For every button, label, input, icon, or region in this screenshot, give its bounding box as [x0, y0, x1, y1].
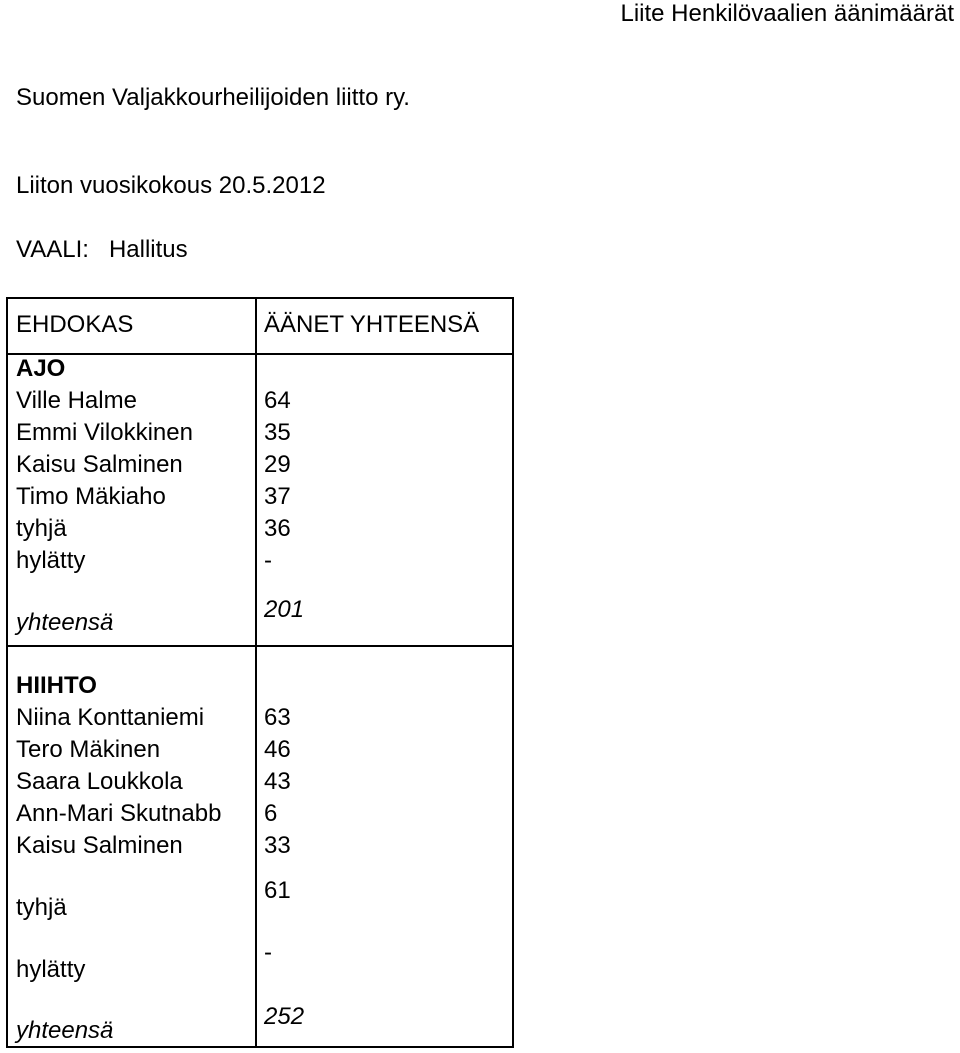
organization-name: Suomen Valjakkourheilijoiden liitto ry.	[16, 84, 410, 111]
blank-votes-count: 61	[264, 877, 291, 904]
rejected-votes-label: hylätty	[16, 956, 86, 983]
candidate-name: Ann-Mari Skutnabb	[16, 800, 222, 827]
total-label: yhteensä	[16, 1017, 114, 1044]
rejected-votes-count: -	[264, 547, 272, 574]
column-divider	[255, 299, 257, 1046]
votes-table	[6, 297, 514, 1048]
total-label: yhteensä	[16, 609, 114, 636]
candidate-name: Niina Konttaniemi	[16, 704, 205, 731]
election-value: Hallitus	[108, 236, 188, 263]
rejected-votes-label: hylätty	[16, 547, 86, 574]
election-label: VAALI:	[16, 236, 89, 263]
header-votes: ÄÄNET YHTEENSÄ	[264, 311, 480, 338]
candidate-votes: 33	[264, 832, 291, 859]
section-title-ajo: AJO	[16, 355, 66, 382]
candidate-votes: 6	[264, 800, 278, 827]
candidate-votes: 43	[264, 768, 291, 795]
candidate-votes: 46	[264, 736, 291, 763]
candidate-name: Kaisu Salminen	[16, 832, 183, 859]
rejected-votes-count: -	[264, 939, 272, 966]
section-title-hiihto: HIIHTO	[16, 672, 97, 699]
candidate-votes: 64	[264, 387, 291, 414]
candidate-name: Kaisu Salminen	[16, 451, 183, 478]
attachment-title: Liite Henkilövaalien äänimäärät	[620, 0, 954, 27]
candidate-name: Tero Mäkinen	[16, 736, 161, 763]
candidate-name: Timo Mäkiaho	[16, 483, 166, 510]
blank-votes-count: 36	[264, 515, 291, 542]
header-divider	[8, 353, 512, 355]
election-line	[16, 236, 188, 264]
header-candidate: EHDOKAS	[16, 311, 134, 338]
candidate-name: Emmi Vilokkinen	[16, 419, 193, 446]
blank-votes-label: tyhjä	[16, 894, 67, 921]
candidate-name: Ville Halme	[16, 387, 137, 414]
candidate-name: Saara Loukkola	[16, 768, 183, 795]
blank-votes-label: tyhjä	[16, 515, 67, 542]
candidate-votes: 35	[264, 419, 291, 446]
section-divider	[8, 645, 512, 647]
meeting-title: Liiton vuosikokous 20.5.2012	[16, 172, 326, 199]
total-votes: 252	[264, 1003, 305, 1030]
candidate-votes: 63	[264, 704, 291, 731]
candidate-votes: 37	[264, 483, 291, 510]
candidate-votes: 29	[264, 451, 291, 478]
total-votes: 201	[264, 596, 305, 623]
